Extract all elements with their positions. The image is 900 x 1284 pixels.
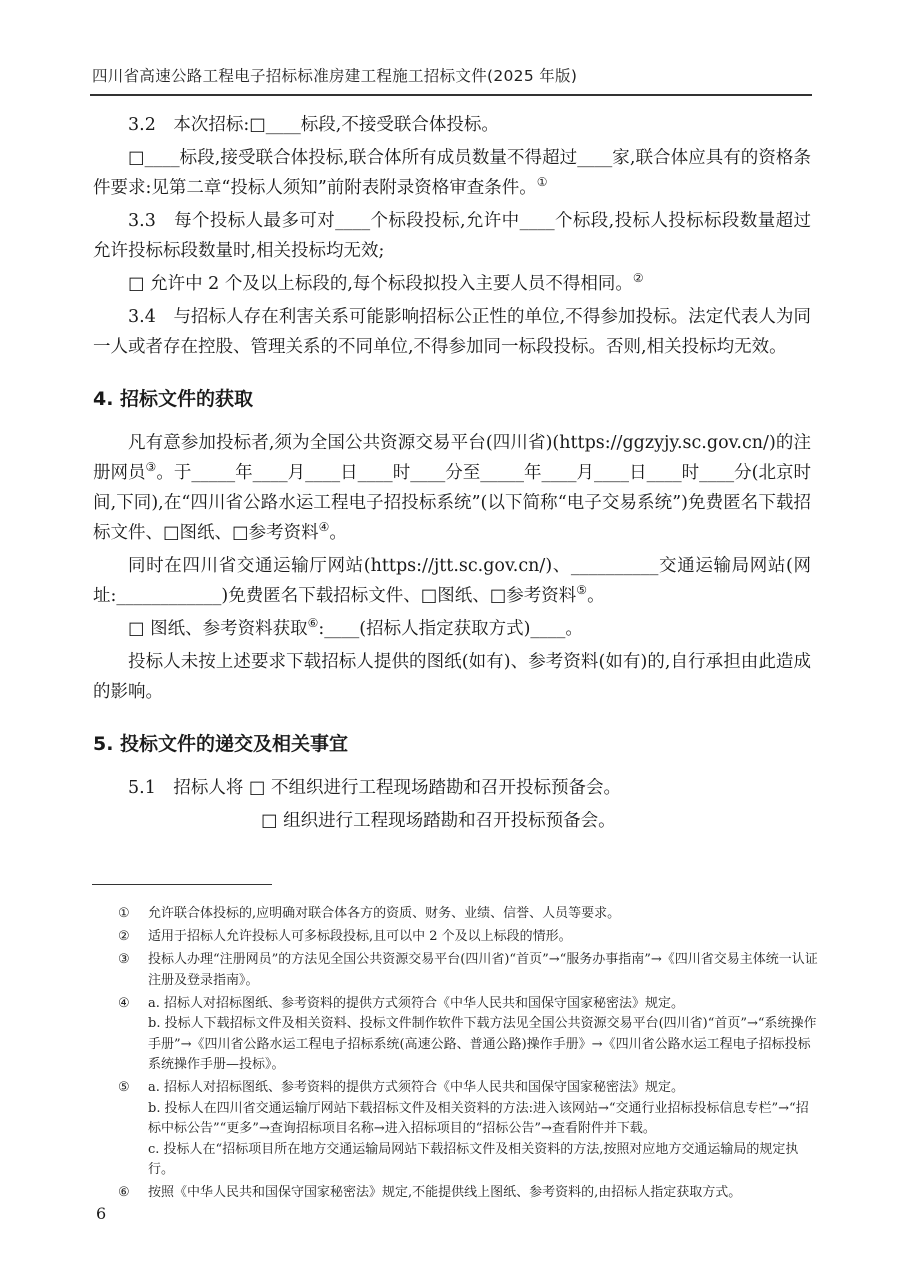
footnote-text: 适用于招标人允许投标人可多标段投标,且可以中 2 个及以上标段的情形。 [148,929,572,944]
footnote-text: c. 投标人在“招标项目所在地方交通运输局网站下载招标文件及相关资料的方法,按照对应地方交通运输局的规定执行。 [148,1141,799,1177]
para-4-1c-text: 。 [329,523,347,543]
footnote-ref-3: ③ [145,460,157,475]
footnote-1 [118,904,818,925]
footnote-ref-1: ① [536,175,548,190]
footnote-rule [92,884,272,885]
para-4-3b-text: :____(招标人指定获取方式)____。 [318,619,583,639]
footnote-text: 投标人办理“注册网员”的方法见全国公共资源交易平台(四川省)“首页”→“服务办事指南”→《四川省交易主体统一认证注册及登录指南》。 [148,952,818,988]
para-4-2 [93,551,811,611]
para-4-3a-text: □ 图纸、参考资料获取 [128,619,308,639]
para-3-3a: 3.3 每个投标人最多可对____个标段投标,允许中____个标段,投标人投标标段数量超过允许投标标段数量时,相关投标均无效; [93,211,811,261]
footnotes [118,904,818,1206]
para-4-2b-text: 。 [587,586,605,606]
footnote-text: a. 招标人对招标图纸、参考资料的提供方式须符合《中华人民共和国保守国家秘密法》规定。 [148,1080,685,1095]
para-4-1a-text: 凡有意参加投标者,须为全国公共资源交易平台(四川省)(https://ggzyjy.sc.gov.cn/)的注册网员 [93,433,811,483]
footnote-5 [118,1078,818,1181]
footnote-3 [118,950,818,991]
para-3-3b-text: □ 允许中 2 个及以上标段的,每个标段拟投入主要人员不得相同。 [128,274,633,294]
footnote-6 [118,1183,818,1204]
para-5-1a: 5.1 招标人将 □ 不组织进行工程现场踏勘和召开投标预备会。 [128,778,621,798]
page-number: 6 [96,1204,107,1223]
para-3-2b [93,143,811,203]
para-4-1b-text: 。于_____年____月____日____时____分至_____年____月____日____时____分(北京时间,下同),在“四川省公路水运工程电子招投标系统”(以下简称“电子交易系统”)免费匿名下载招标文件、□图纸、□参考资料 [93,463,812,543]
footnote-mark: ② [118,929,130,944]
footnote-mark: ① [118,906,130,921]
footnote-mark: ⑥ [118,1185,130,1200]
header-rule [90,94,812,96]
main-body [93,110,811,839]
para-3-2b-text: □____标段,接受联合体投标,联合体所有成员数量不得超过____家,联合体应具有的资格条件要求:见第二章“投标人须知”前附表附录资格审查条件。 [93,148,811,198]
para-3-3b [93,269,811,299]
para-4-3 [93,614,811,644]
footnote-ref-6: ⑥ [307,616,319,631]
para-4-1 [93,428,811,548]
footnote-ref-5: ⑤ [576,583,588,598]
para-5-1b: □ 组织进行工程现场踏勘和召开投标预备会。 [261,811,616,831]
footnote-mark: ③ [118,952,130,967]
section-heading-4: 4. 招标文件的获取 [93,388,254,410]
running-header: 四川省高速公路工程电子招标标准房建工程施工招标文件(2025 年版) [92,67,578,85]
footnote-text: b. 投标人在四川省交通运输厅网站下载招标文件及相关资料的方法:进入该网站→“交通行业招标投标信息专栏”→“招标中标公告”“更多”→查询招标项目名称→进入招标项目的“招标公告”→查看附件并下载。 [148,1100,809,1136]
para-3-2a: 3.2 本次招标:□____标段,不接受联合体投标。 [128,115,499,135]
footnote-text: 允许联合体投标的,应明确对联合体各方的资质、财务、业绩、信誉、人员等要求。 [148,906,621,921]
para-4-2a-text: 同时在四川省交通运输厅网站(https://jtt.sc.gov.cn/)、__________交通运输局网站(网址:____________)免费匿名下载招标文件、□图纸、□参考资料 [93,556,811,606]
footnote-text: a. 招标人对招标图纸、参考资料的提供方式须符合《中华人民共和国保守国家秘密法》规定。 [148,995,685,1011]
footnote-mark: ④ [118,995,130,1011]
para-4-4: 投标人未按上述要求下载招标人提供的图纸(如有)、参考资料(如有)的,自行承担由此造成的影响。 [93,652,811,702]
footnote-ref-2: ② [632,271,644,286]
footnote-2 [118,927,818,948]
para-3-4: 3.4 与招标人存在利害关系可能影响招标公正性的单位,不得参加投标。法定代表人为同一人或者存在控股、管理关系的不同单位,不得参加同一标段投标。否则,相关投标均无效。 [93,307,811,357]
footnote-text: 按照《中华人民共和国保守国家秘密法》规定,不能提供线上图纸、参考资料的,由招标人指定获取方式。 [148,1185,742,1200]
footnote-text: b. 投标人下载招标文件及相关资料、投标文件制作软件下载方法见全国公共资源交易平台(四川省)“首页”→“系统操作手册”→《四川省公路水运工程电子招标系统(高速公路、普通公路)操作手册》→《四川省公路水运工程电子招标投标系统操作手册—投标》。 [148,1016,817,1072]
footnote-mark: ⑤ [118,1080,130,1095]
footnote-ref-4: ④ [318,520,330,535]
footnote-4 [118,994,818,1076]
section-heading-5: 5. 投标文件的递交及相关事宜 [93,733,349,755]
